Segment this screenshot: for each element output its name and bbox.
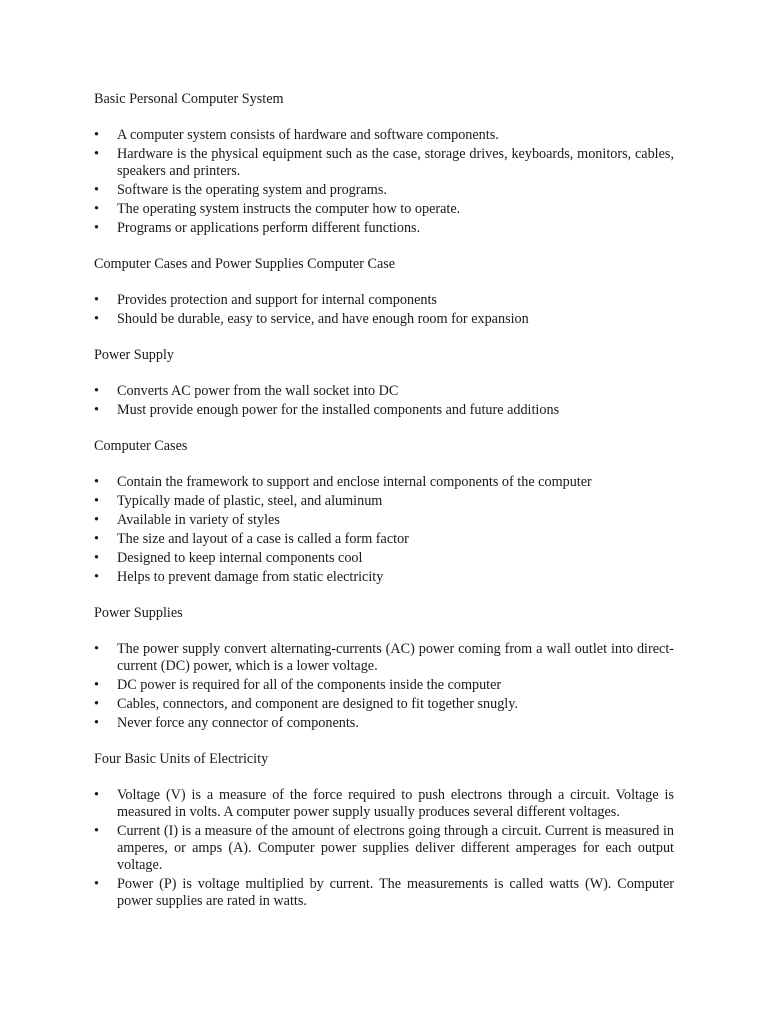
bullet-icon: • (94, 127, 99, 143)
bullet-icon: • (94, 220, 99, 236)
bullet-text: Programs or applications perform different functions. (117, 220, 421, 236)
section-heading: Basic Personal Computer System (94, 91, 284, 107)
document-section (94, 438, 674, 586)
bullet-item (94, 512, 674, 529)
bullet-item (94, 127, 674, 144)
bullet-icon: • (94, 677, 99, 693)
bullet-text: Available in variety of styles (117, 512, 280, 528)
bullet-text: The size and layout of a case is called a form factor (117, 531, 409, 547)
bullet-icon: • (94, 146, 99, 162)
bullet-item (94, 383, 674, 400)
bullet-icon: • (94, 787, 99, 803)
bullet-text: Software is the operating system and programs. (117, 182, 387, 198)
bullet-text: Current (I) is a measure of the amount of electrons going through a circuit. Current is measured in amperes, or amps (A). Computer power supplies deliver different amperages for each output voltage. (117, 823, 674, 873)
bullet-item (94, 876, 674, 910)
bullet-icon: • (94, 474, 99, 490)
document-section (94, 347, 674, 419)
bullet-icon: • (94, 550, 99, 566)
bullet-item (94, 493, 674, 510)
bullet-icon: • (94, 493, 99, 509)
bullet-item (94, 182, 674, 199)
bullet-item (94, 823, 674, 874)
bullet-list (94, 641, 674, 732)
bullet-icon: • (94, 569, 99, 585)
bullet-icon: • (94, 512, 99, 528)
bullet-item (94, 787, 674, 821)
bullet-item (94, 531, 674, 548)
bullet-icon: • (94, 696, 99, 712)
bullet-text: Never force any connector of components. (117, 715, 359, 731)
bullet-list (94, 383, 674, 419)
bullet-icon: • (94, 182, 99, 198)
document-body (94, 91, 674, 910)
bullet-item (94, 696, 674, 713)
bullet-item (94, 292, 674, 309)
document-section (94, 91, 674, 237)
bullet-list (94, 787, 674, 910)
section-heading: Four Basic Units of Electricity (94, 751, 269, 767)
bullet-item (94, 715, 674, 732)
bullet-list (94, 127, 674, 237)
bullet-item (94, 550, 674, 567)
section-heading: Power Supply (94, 347, 175, 363)
bullet-text: Provides protection and support for internal components (117, 292, 437, 308)
bullet-text: Designed to keep internal components cool (117, 550, 363, 566)
document-section (94, 751, 674, 910)
bullet-text: Should be durable, easy to service, and have enough room for expansion (117, 311, 529, 327)
bullet-item (94, 474, 674, 491)
bullet-text: Cables, connectors, and component are designed to fit together snugly. (117, 696, 518, 712)
section-heading: Computer Cases and Power Supplies Computer Case (94, 256, 396, 272)
bullet-list (94, 474, 674, 586)
bullet-icon: • (94, 876, 99, 892)
bullet-text: Must provide enough power for the installed components and future additions (117, 402, 560, 418)
bullet-list (94, 292, 674, 328)
bullet-icon: • (94, 311, 99, 327)
bullet-text: DC power is required for all of the components inside the computer (117, 677, 502, 693)
bullet-item (94, 569, 674, 586)
bullet-icon: • (94, 531, 99, 547)
document-section (94, 605, 674, 732)
section-heading: Power Supplies (94, 605, 183, 621)
bullet-icon: • (94, 201, 99, 217)
bullet-icon: • (94, 383, 99, 399)
bullet-item (94, 311, 674, 328)
section-heading: Computer Cases (94, 438, 188, 454)
bullet-text: A computer system consists of hardware and software components. (117, 127, 499, 143)
bullet-item (94, 677, 674, 694)
bullet-text: Voltage (V) is a measure of the force required to push electrons through a circuit. Voltage is measured in volts. A computer power supply usually produces several different voltages. (117, 787, 674, 820)
bullet-item (94, 220, 674, 237)
bullet-item (94, 641, 674, 675)
bullet-text: Hardware is the physical equipment such as the case, storage drives, keyboards, monitors, cables, speakers and printers. (117, 146, 674, 179)
document-section (94, 256, 674, 328)
bullet-text: The operating system instructs the computer how to operate. (117, 201, 461, 217)
bullet-icon: • (94, 823, 99, 839)
bullet-icon: • (94, 402, 99, 418)
bullet-text: The power supply convert alternating-currents (AC) power coming from a wall outlet into direct-current (DC) power, which is a lower voltage. (117, 641, 674, 674)
bullet-text: Helps to prevent damage from static electricity (117, 569, 384, 585)
bullet-item (94, 402, 674, 419)
bullet-icon: • (94, 715, 99, 731)
bullet-text: Typically made of plastic, steel, and aluminum (117, 493, 383, 509)
bullet-icon: • (94, 292, 99, 308)
bullet-text: Contain the framework to support and enclose internal components of the computer (117, 474, 592, 490)
bullet-text: Converts AC power from the wall socket into DC (117, 383, 399, 399)
bullet-item (94, 146, 674, 180)
bullet-item (94, 201, 674, 218)
bullet-text: Power (P) is voltage multiplied by current. The measurements is called watts (W). Computer power supplies are rated in watts. (117, 876, 674, 909)
bullet-icon: • (94, 641, 99, 657)
